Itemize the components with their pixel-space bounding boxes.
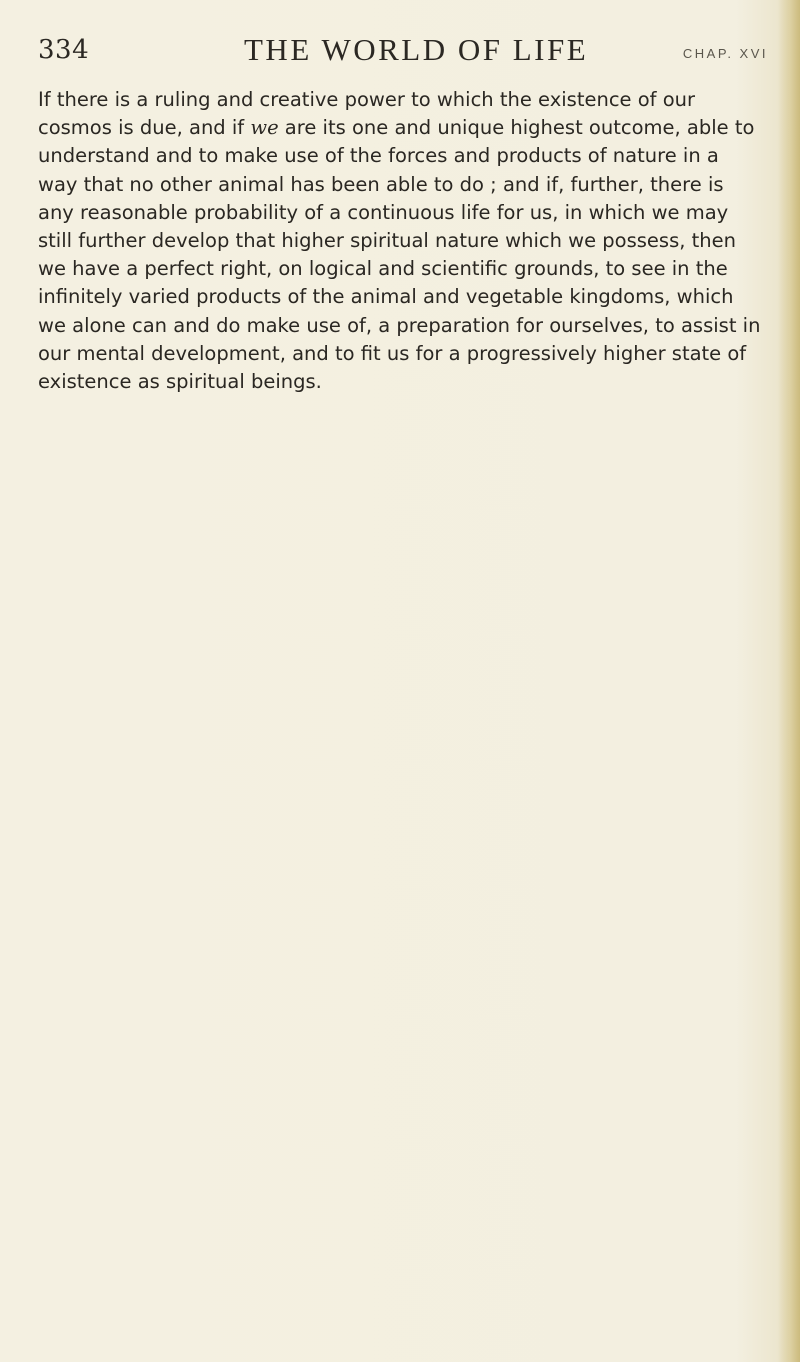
paragraph-text-end: are its one and unique highest outcome, able to understand and to make use of the forces and products of nature in a way that no other animal has been able to do ; and if, further, there is any reasonable probability of a continuous life for us, in which we may still further develop that higher spiritual nature which we possess, then we have a perfect right, on logical and scientific grounds, to see in the infinitely varied products of the animal and vegetable kingdoms, which we alone can and do make use of, a preparation for ourselves, to assist in our mental development, and to fit us for a progressively higher state of existence as spiritual beings. [38,116,761,394]
paragraph-text-start: If there is a ruling and creative power to which the existence of our cosmos is due, and if [38,88,696,140]
book-title: THE WORLD OF LIFE [244,32,589,67]
page-edge-shadow [778,0,800,1362]
running-head [38,34,768,74]
body-paragraph [38,86,762,396]
page-number: 334 [38,35,90,65]
italic-word: we [250,116,279,140]
chapter-label: CHAP. XVI [682,46,768,61]
